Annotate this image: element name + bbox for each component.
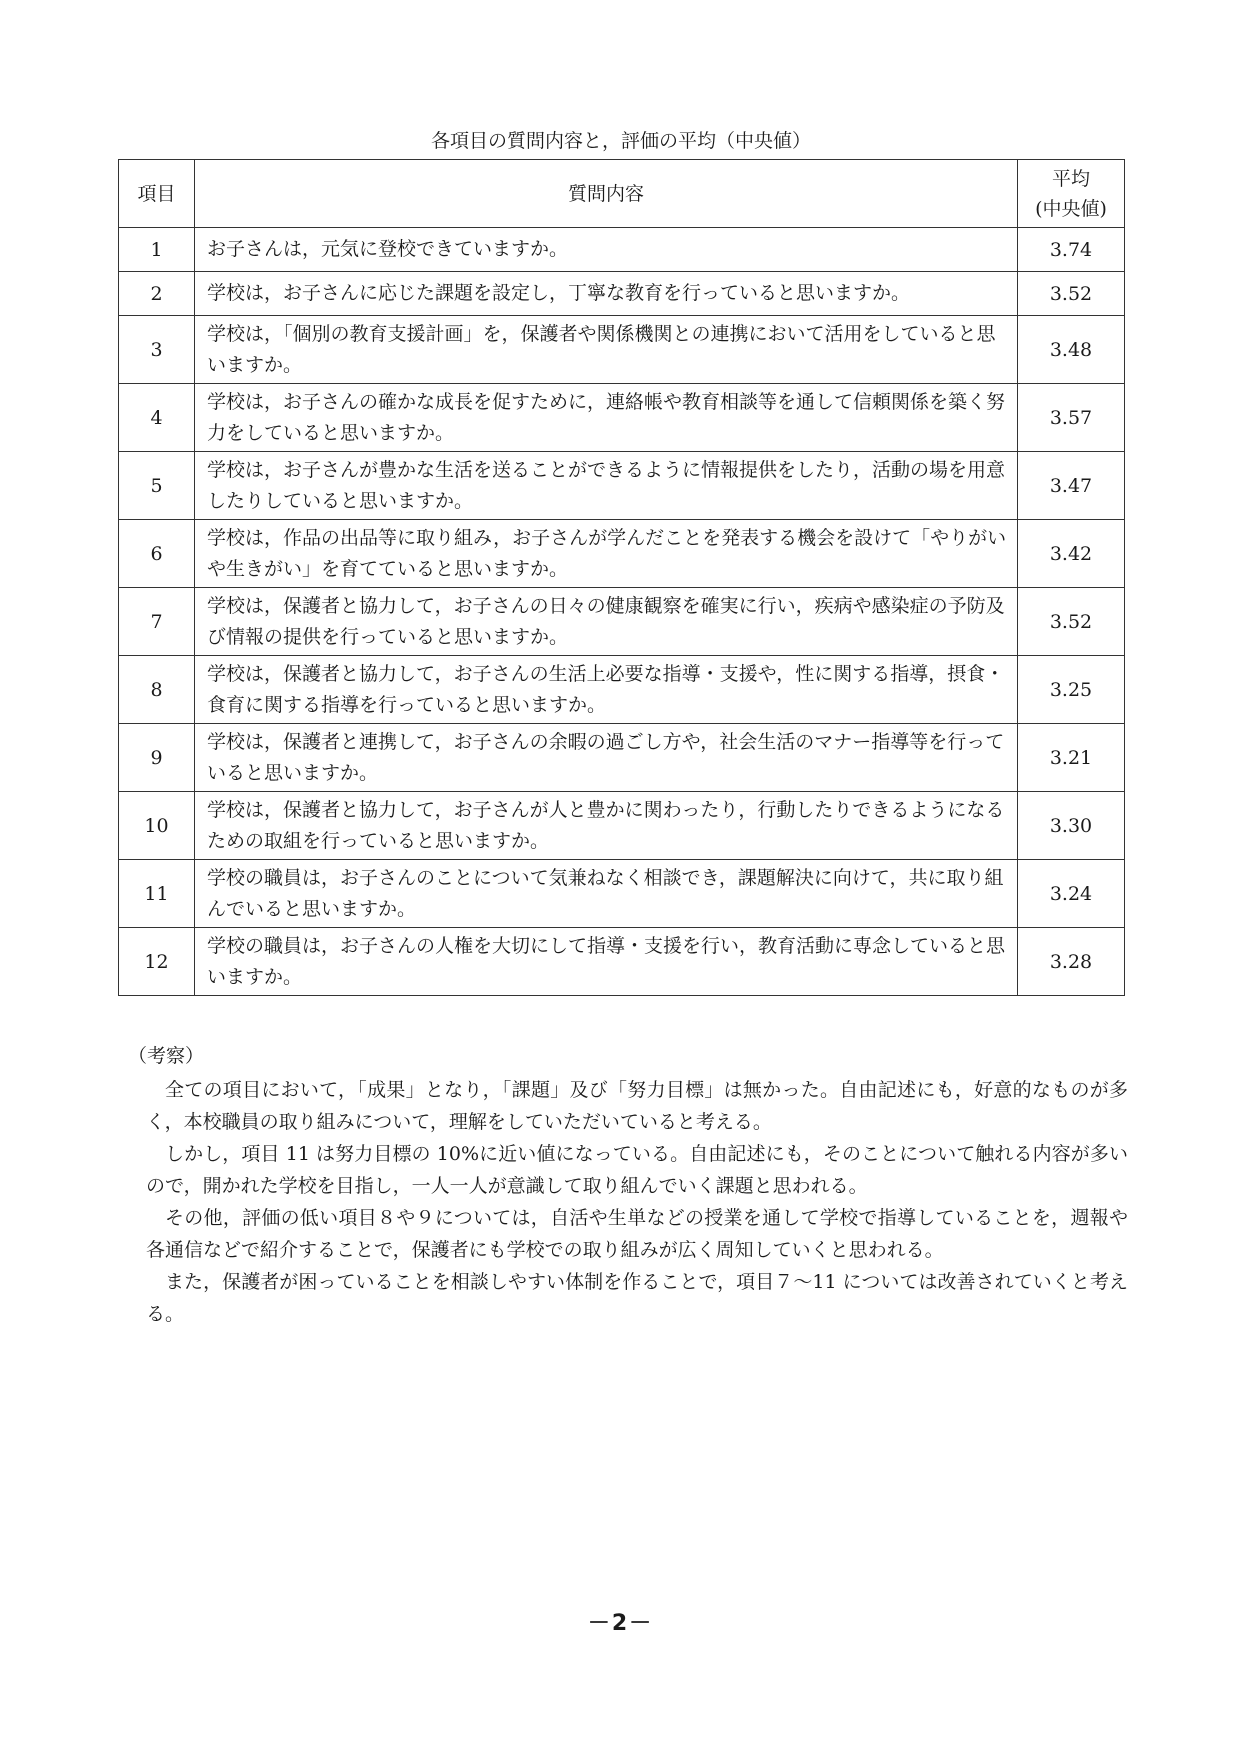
question-text: 学校は，お子さんが豊かな生活を送ることができるように情報提供をしたり，活動の場を用意したりしていると思いますか。 (195, 452, 1018, 520)
average-value: 3.74 (1018, 228, 1125, 272)
table-row (119, 228, 1125, 272)
question-text: 学校は，「個別の教育支援計画」を，保護者や関係機関との連携において活用をしていると思いますか。 (195, 316, 1018, 384)
item-number: 7 (119, 588, 195, 656)
item-number: 5 (119, 452, 195, 520)
header-average-line1: 平均 (1051, 167, 1090, 190)
discussion-paragraph: その他，評価の低い項目８や９については，自活や生単などの授業を通して学校で指導していることを，週報や各通信などで紹介することで，保護者にも学校での取り組みが広く周知していくと思われる。 (146, 1207, 1128, 1261)
table-row (119, 316, 1125, 384)
table-row (119, 656, 1125, 724)
average-value: 3.21 (1018, 724, 1125, 792)
average-value: 3.47 (1018, 452, 1125, 520)
average-value: 3.24 (1018, 860, 1125, 928)
question-text: 学校は，保護者と連携して，お子さんの余暇の過ごし方や，社会生活のマナー指導等を行っていると思いますか。 (195, 724, 1018, 792)
discussion-paragraph: しかし，項目 11 は努力目標の 10%に近い値になっている。自由記述にも，そのことについて触れる内容が多いので，開かれた学校を目指し，一人一人が意識して取り組んでいく課題と思われる。 (146, 1143, 1128, 1197)
item-number: 8 (119, 656, 195, 724)
discussion-section (118, 1040, 1128, 1330)
item-number: 2 (119, 272, 195, 316)
item-number: 9 (119, 724, 195, 792)
average-value: 3.25 (1018, 656, 1125, 724)
average-value: 3.52 (1018, 588, 1125, 656)
item-number: 10 (119, 792, 195, 860)
average-value: 3.57 (1018, 384, 1125, 452)
question-text: 学校は，作品の出品等に取り組み，お子さんが学んだことを発表する機会を設けて「やりがいや生きがい」を育てていると思いますか。 (195, 520, 1018, 588)
question-text: 学校は，保護者と協力して，お子さんが人と豊かに関わったり，行動したりできるようになるための取組を行っていると思いますか。 (195, 792, 1018, 860)
item-number: 6 (119, 520, 195, 588)
header-question: 質問内容 (195, 160, 1018, 228)
item-number: 4 (119, 384, 195, 452)
question-text: 学校は，お子さんに応じた課題を設定し，丁寧な教育を行っていると思いますか。 (195, 272, 1018, 316)
table-row (119, 588, 1125, 656)
table-row (119, 724, 1125, 792)
header-average-line2: (中央値) (1035, 197, 1107, 220)
item-number: 3 (119, 316, 195, 384)
average-value: 3.48 (1018, 316, 1125, 384)
average-value: 3.42 (1018, 520, 1125, 588)
table-caption: 各項目の質問内容と，評価の平均（中央値） (430, 130, 811, 152)
header-average (1018, 160, 1125, 228)
table-row (119, 272, 1125, 316)
discussion-heading: （考察） (128, 1045, 205, 1067)
item-number: 1 (119, 228, 195, 272)
table-row (119, 520, 1125, 588)
page-number: －2－ (587, 1611, 654, 1636)
table-header-row (119, 160, 1125, 228)
item-number: 12 (119, 928, 195, 996)
table-row (119, 452, 1125, 520)
item-number: 11 (119, 860, 195, 928)
discussion-paragraph: また，保護者が困っていることを相談しやすい体制を作ることで，項目７～11 については改善されていくと考える。 (146, 1271, 1128, 1325)
question-text: 学校は，保護者と協力して，お子さんの日々の健康観察を確実に行い，疾病や感染症の予防及び情報の提供を行っていると思いますか。 (195, 588, 1018, 656)
discussion-paragraph: 全ての項目において，「成果」となり，「課題」及び「努力目標」は無かった。自由記述にも，好意的なものが多く，本校職員の取り組みについて，理解をしていただいていると考える。 (146, 1079, 1128, 1133)
average-value: 3.52 (1018, 272, 1125, 316)
average-value: 3.30 (1018, 792, 1125, 860)
question-text: 学校の職員は，お子さんのことについて気兼ねなく相談でき，課題解決に向けて，共に取り組んでいると思いますか。 (195, 860, 1018, 928)
question-text: お子さんは，元気に登校できていますか。 (195, 228, 1018, 272)
question-text: 学校は，保護者と協力して，お子さんの生活上必要な指導・支援や，性に関する指導，摂食・食育に関する指導を行っていると思いますか。 (195, 656, 1018, 724)
table-row (119, 792, 1125, 860)
table-row (119, 860, 1125, 928)
table-row (119, 928, 1125, 996)
question-text: 学校は，お子さんの確かな成長を促すために，連絡帳や教育相談等を通して信頼関係を築く努力をしていると思いますか。 (195, 384, 1018, 452)
table-row (119, 384, 1125, 452)
average-value: 3.28 (1018, 928, 1125, 996)
survey-results-table (118, 159, 1125, 996)
question-text: 学校の職員は，お子さんの人権を大切にして指導・支援を行い，教育活動に専念していると思いますか。 (195, 928, 1018, 996)
header-item: 項目 (119, 160, 195, 228)
